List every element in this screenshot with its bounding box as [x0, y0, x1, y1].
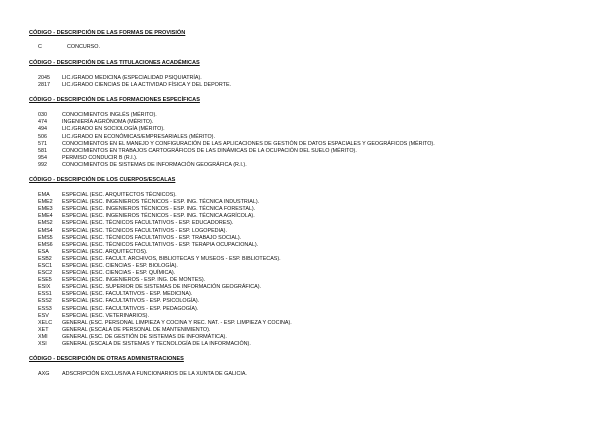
- item-code: C: [38, 44, 42, 50]
- list-item: [29, 263, 599, 270]
- section-titulaciones: [29, 60, 599, 89]
- section-cuerpos-escalas: [29, 177, 599, 348]
- item-description: ESPECIAL (ESC. INGENIEROS - ESP. ING. DE MONTES).: [62, 277, 206, 284]
- item-code: EMA: [38, 192, 50, 199]
- list-item: [29, 44, 599, 51]
- list-item: [29, 313, 599, 320]
- item-code: ESS1: [38, 291, 52, 298]
- item-description: ESPECIAL (ESC. INGENIEROS TÉCNICOS - ESP. ING. TÉCNICA AGRÍCOLA).: [62, 213, 255, 220]
- item-code: ESS2: [38, 298, 52, 305]
- item-code: ESC1: [38, 262, 53, 269]
- section-heading: CÓDIGO - DESCRIPCIÓN DE LOS CUERPOS/ESCALAS: [29, 177, 176, 184]
- section-formas-provision: [29, 30, 599, 51]
- list-item: [29, 298, 599, 305]
- item-description: ESPECIAL (ESC. FACULTATIVOS - ESP. PSICOLOGÍA).: [62, 298, 200, 305]
- item-description: GENERAL (ESCALA DE PERSONAL DE MANTENIMIENTO).: [62, 326, 211, 333]
- item-code: 2045: [38, 75, 50, 82]
- item-description: ESPECIAL (ESC. FACULTATIVOS - ESP. MEDICINA).: [62, 291, 193, 298]
- item-description: CONOCIMIENTOS EN TRABAJOS CARTOGRÁFICOS DE LAS DINÁMICAS DE LA OCUPACIÓN DEL SUELO (MÉRITO).: [62, 147, 357, 154]
- item-code: XSI: [38, 341, 47, 347]
- item-code: EMS2: [38, 220, 53, 227]
- item-description: ESPECIAL (ESC. TÉCNICOS FACULTATIVOS - ESP. TERAPIA OCUPACIONAL).: [62, 241, 259, 248]
- item-description: GENERAL (ESC. PERSONAL LIMPIEZA Y COCINA Y REC. NAT. - ESP. LIMPIEZA Y COCINA).: [62, 319, 292, 326]
- item-description: CONOCIMIENTOS INGLÉS (MÉRITO).: [62, 112, 157, 119]
- item-code: ESV: [38, 312, 49, 319]
- section-heading: CÓDIGO - DESCRIPCIÓN DE OTRAS ADMINISTRACIONES: [29, 356, 184, 363]
- item-description: ESPECIAL (ESC. FACULT. ARCHIVOS, BIBLIOTECAS Y MUSEOS - ESP. BIBLIOTECAS).: [62, 255, 281, 262]
- item-code: ESC2: [38, 270, 53, 277]
- item-code: ESIX: [38, 284, 51, 291]
- item-description: ESPECIAL (ESC. ARQUITECTOS TÉCNICOS).: [62, 192, 177, 199]
- code-list: [29, 75, 599, 89]
- list-item: [29, 148, 599, 155]
- item-code: EMS4: [38, 227, 53, 234]
- item-description: ESPECIAL (ESC. CIENCIAS - ESP. BIOLOGÍA).: [62, 262, 178, 269]
- item-description: LIC./GRADO EN ECONÓMICAS/EMPRESARIALES (MÉRITO).: [62, 133, 215, 140]
- item-description: GENERAL (ESCALA DE SISTEMAS Y TECNOLOGÍA DE LA INFORMACIÓN).: [62, 341, 251, 347]
- list-item: [29, 134, 599, 141]
- item-description: GENERAL (ESC. DE GESTIÓN DE SISTEMAS DE INFORMÁTICA).: [62, 333, 227, 340]
- item-description: CONCURSO.: [67, 44, 100, 50]
- item-description: ESPECIAL (ESC. TÉCNICOS FACULTATIVOS - ESP. EDUCADORES).: [62, 220, 234, 227]
- item-description: ESPECIAL (ESC. CIENCIAS - ESP. QUÍMICA).: [62, 270, 176, 277]
- item-code: ESE5: [38, 277, 52, 284]
- item-description: PERMISO CONDUCIR B (R.I.).: [62, 154, 138, 161]
- item-code: 954: [38, 154, 47, 161]
- item-description: LIC./GRADO EN SOCIOLOGÍA (MÉRITO).: [62, 126, 165, 133]
- item-description: ESPECIAL (ESC. ARQUITECTOS).: [62, 248, 148, 255]
- section-heading: CÓDIGO - DESCRIPCIÓN DE LAS FORMAS DE PROVISIÓN: [29, 30, 186, 36]
- list-item: [29, 371, 599, 378]
- item-code: XMI: [38, 333, 48, 340]
- item-description: LIC./GRADO CIENCIAS DE LA ACTIVIDAD FÍSICA Y DEL DEPORTE.: [62, 82, 232, 89]
- item-code: EMS5: [38, 234, 53, 241]
- code-list: [29, 112, 599, 169]
- code-list: [29, 192, 599, 348]
- list-item: [29, 155, 599, 162]
- list-item: [29, 228, 599, 235]
- list-item: [29, 284, 599, 291]
- item-code: EME4: [38, 213, 53, 220]
- list-item: [29, 334, 599, 341]
- list-item: [29, 270, 599, 277]
- item-description: ESPECIAL (ESC. INGENIEROS TÉCNICOS - ESP. ING. TÉCNICA INDUSTRIAL).: [62, 199, 260, 206]
- item-code: 571: [38, 140, 47, 147]
- item-description: INGENIERÍA AGRÓNOMA (MÉRITO).: [62, 119, 154, 126]
- item-code: EMS6: [38, 241, 53, 248]
- item-code: 581: [38, 147, 47, 154]
- code-list: [29, 44, 599, 51]
- item-code: 2817: [38, 82, 50, 89]
- item-code: 992: [38, 161, 47, 168]
- item-description: ESPECIAL (ESC. SUPERIOR DE SISTEMAS DE INFORMACIÓN GEOGRÁFICA).: [62, 284, 261, 291]
- item-description: LIC./GRADO MEDICINA (ESPECIALIDAD PSIQUIATRÍA).: [62, 75, 202, 82]
- item-code: EME3: [38, 206, 53, 213]
- item-description: ADSCRIPCIÓN EXCLUSIVA A FUNCIONARIOS DE LA XUNTA DE GALICIA.: [62, 371, 247, 378]
- item-code: 506: [38, 133, 47, 140]
- section-heading: CÓDIGO - DESCRIPCIÓN DE LAS FORMACIONES ESPECÍFICAS: [29, 97, 200, 104]
- section-formaciones: [29, 97, 599, 169]
- item-code: EME2: [38, 199, 53, 206]
- list-item: [29, 235, 599, 242]
- item-description: ESPECIAL (ESC. FACULTATIVOS - ESP. PEDAGOGÍA).: [62, 305, 199, 312]
- document-page: [29, 30, 599, 384]
- list-item: [29, 242, 599, 249]
- item-description: CONOCIMIENTOS DE SISTEMAS DE INFORMACIÓN GEOGRÁFICA (R.I.).: [62, 161, 247, 168]
- section-otras-administraciones: [29, 356, 599, 378]
- item-code: 474: [38, 119, 47, 126]
- list-item: [29, 327, 599, 334]
- list-item: [29, 141, 599, 148]
- item-description: CONOCIMIENTOS EN EL MANEJO Y CONFIGURACIÓN DE LAS APLICACIONES DE GESTIÓN DE DATOS ESPACIALES Y GEOGRÁFICOS (MÉRITO).: [62, 140, 435, 147]
- item-code: 030: [38, 112, 47, 119]
- item-code: 494: [38, 126, 47, 133]
- list-item: [29, 126, 599, 133]
- item-code: ESS3: [38, 305, 52, 312]
- section-heading: CÓDIGO - DESCRIPCIÓN DE LAS TITULACIONES ACADÉMICAS: [29, 60, 200, 67]
- list-item: [29, 249, 599, 256]
- list-item: [29, 306, 599, 313]
- list-item: [29, 320, 599, 327]
- item-code: XET: [38, 326, 49, 333]
- item-code: XELC: [38, 319, 53, 326]
- item-description: ESPECIAL (ESC. INGENIEROS TÉCNICOS - ESP. ING. TÉCNICA FORESTAL).: [62, 206, 256, 213]
- item-description: ESPECIAL (ESC. TÉCNICOS FACULTATIVOS - ESP. LOGOPEDIA).: [62, 227, 227, 234]
- list-item: [29, 82, 599, 89]
- list-item: [29, 256, 599, 263]
- item-code: ESA: [38, 248, 49, 255]
- item-description: ESPECIAL (ESC. VETERINARIOS).: [62, 312, 149, 319]
- list-item: [29, 341, 599, 348]
- item-code: ESB2: [38, 255, 52, 262]
- list-item: [29, 162, 599, 169]
- code-list: [29, 371, 599, 378]
- item-code: AXG: [38, 371, 50, 378]
- item-description: ESPECIAL (ESC. TÉCNICOS FACULTATIVOS - ESP. TRABAJO SOCIAL).: [62, 234, 242, 241]
- list-item: [29, 220, 599, 227]
